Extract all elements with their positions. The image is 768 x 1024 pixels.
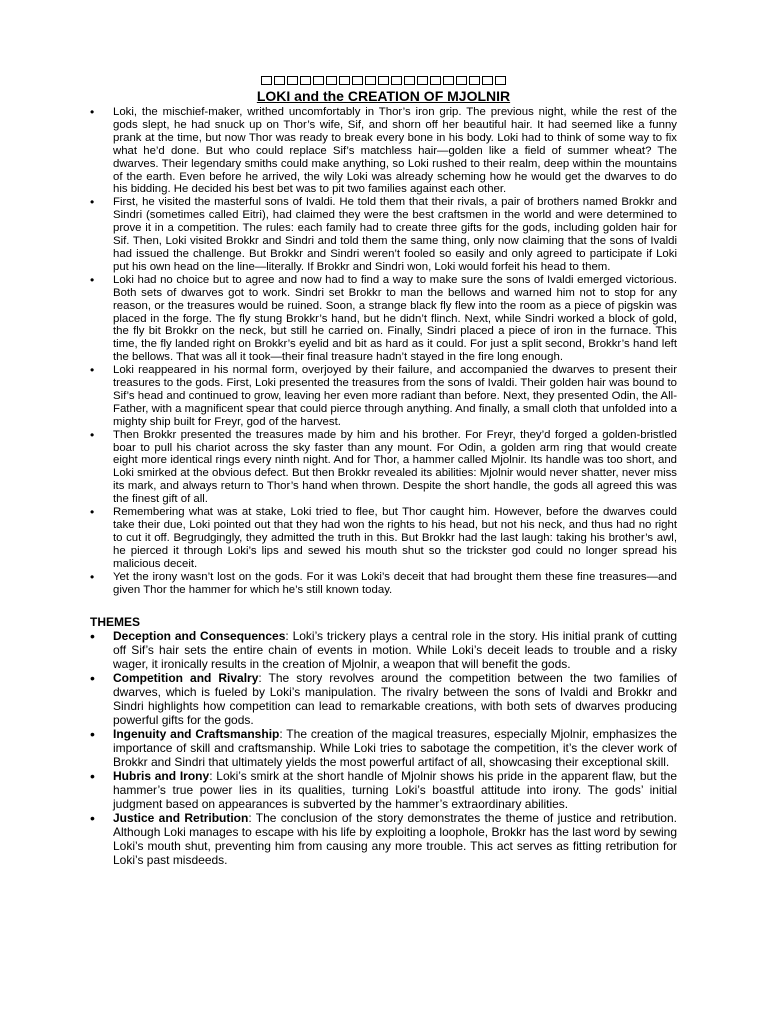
theme-item — [90, 629, 677, 671]
missing-glyph-icon — [365, 76, 376, 85]
missing-glyph-icon — [430, 76, 441, 85]
story-paragraph: • Yet the irony wasn’t lost on the gods. For it was Loki’s deceit that had brought them these fine treasures—and given Thor the hammer for which he’s still known today. — [90, 571, 677, 597]
missing-glyph-heading — [90, 74, 677, 86]
missing-glyph-icon — [404, 76, 415, 85]
story-paragraph: • Then Brokkr presented the treasures made by him and his brother. For Freyr, they’d forged a golden-bristled boar to pull his chariot across the sky faster than any mount. For Odin, a golden arm ring that would create eight more identical rings every ninth night. And for Thor, a hammer called Mjolnir. Its handle was too short, and Loki smirked at the obvious defect. But then Brokkr revealed its abilities: Mjolnir would never shatter, never miss its mark, and always return to Thor’s hand when thrown. Despite the short handle, the gods all agreed this was the finest gift of all. — [90, 429, 677, 506]
theme-name: Ingenuity and Craftsmanship — [113, 727, 280, 742]
story-paragraph: • Loki had no choice but to agree and now had to find a way to make sure the sons of Ivaldi emerged victorious. Both sets of dwarves got to work. Sindri set Brokkr to man the bellows and warned him not to stop for any reason, or the treasures would be ruined. Soon, a strange black fly flew into the room as a piece of pigskin was placed in the forge. The fly stung Brokkr’s hand, but he didn’t flinch. Next, while Sindri worked a block of gold, the fly bit Brokkr on the neck, but still he carried on. Finally, Sindri placed a piece of iron in the furnace. This time, the fly landed right on Brokkr’s eyelid and bit as hard as it could. For just a split second, Brokkr’s hand left the bellows. That was all it took—their final treasure hadn’t stayed in the fire long enough. — [90, 274, 677, 364]
story-paragraph: • Remembering what was at stake, Loki tried to flee, but Thor caught him. However, before the dwarves could take their due, Loki pointed out that they had won the rights to his head, but not his neck, and thus had no right to cut it off. Begrudgingly, they admitted the truth in this. But Brokkr had the last laugh: taking his brother’s awl, he pierced it through Loki’s lips and sewed his mouth shut so the trickster god could no longer spread his malicious deceit. — [90, 506, 677, 571]
missing-glyph-icon — [443, 76, 454, 85]
missing-glyph-icon — [495, 76, 506, 85]
missing-glyph-icon — [417, 76, 428, 85]
document-title: LOKI and the CREATION OF MJOLNIR — [256, 88, 511, 104]
theme-text: : The creation of the magical treasures, especially Mjolnir, emphasizes the importance of skill and craftsmanship. While Loki tries to sabotage the competition, it’s the clever work of Brokkr and Sindri that ultimately yields the most powerful artifact of all, showcasing their exceptional skill. — [113, 727, 677, 770]
missing-glyph-icon — [391, 76, 402, 85]
story-list — [90, 106, 677, 596]
theme-item — [90, 769, 677, 811]
missing-glyph-icon — [456, 76, 467, 85]
theme-item — [90, 727, 677, 769]
theme-item — [90, 671, 677, 727]
missing-glyph-icon — [261, 76, 272, 85]
story-paragraph: • Loki, the mischief-maker, writhed uncomfortably in Thor’s iron grip. The previous night, while the rest of the gods slept, he had snuck up on Thor’s wife, Sif, and shorn off her beautiful hair. It had seemed like a funny prank at the time, but now Thor was ready to break every bone in his body. Loki had to think of some way to fix what he’d done. But who could replace Sif’s matchless hair—golden like a field of summer wheat? The dwarves. Their legendary smiths could make anything, so Loki rushed to their realm, deep within the mountains of the earth. Even before he arrived, the wily Loki was already scheming how he would get the dwarves to do his bidding. He decided his best bet was to pit two families against each other. — [90, 106, 677, 196]
theme-name: Deception and Consequences — [113, 629, 286, 644]
theme-text: : The conclusion of the story demonstrates the theme of justice and retribution. Although Loki manages to escape with his life by exploiting a loophole, Brokkr has the last word by sewing Loki’s mouth shut, preventing him from causing any more trouble. This act serves as fitting retribution for Loki’s past misdeeds. — [113, 811, 677, 868]
theme-text: : The story revolves around the competition between the two families of dwarves, which is fueled by Loki’s manipulation. The rivalry between the sons of Ivaldi and Brokkr and Sindri highlights how competition can lead to remarkable creations, with both sets of dwarves producing powerful gifts for the gods. — [113, 671, 677, 728]
missing-glyph-icon — [378, 76, 389, 85]
missing-glyph-icon — [339, 76, 350, 85]
themes-heading: THEMES — [90, 615, 141, 630]
missing-glyph-icon — [326, 76, 337, 85]
missing-glyph-icon — [287, 76, 298, 85]
theme-item — [90, 811, 677, 867]
missing-glyph-icon — [352, 76, 363, 85]
theme-text: : Loki’s smirk at the short handle of Mjolnir shows his pride in the apparent flaw, but the hammer’s true power lies in its qualities, turning Loki’s boastful attitude into irony. The gods’ initial judgment based on appearances is subverted by the hammer’s extraordinary abilities. — [113, 769, 678, 812]
missing-glyph-icon — [274, 76, 285, 85]
theme-name: Justice and Retribution — [113, 811, 249, 826]
missing-glyph-icon — [300, 76, 311, 85]
story-paragraph: • First, he visited the masterful sons of Ivaldi. He told them that their rivals, a pair of brothers named Brokkr and Sindri (sometimes called Eitri), had claimed they were the best craftsmen in the world and were determined to prove it in a competition. The rules: each family had to create three gifts for the gods, including golden hair for Sif. Then, Loki visited Brokkr and Sindri and told them the same thing, only now claiming that the sons of Ivaldi had issued the challenge. But Brokkr and Sindri weren’t fooled so easily and only agreed to participate if Loki put his own head on the line—literally. If Brokkr and Sindri won, Loki would forfeit his head to them. — [90, 196, 677, 273]
themes-list — [90, 629, 677, 867]
missing-glyph-icon — [469, 76, 480, 85]
theme-text: : Loki’s trickery plays a central role in the story. His initial prank of cutting off Sif’s hair sets the entire chain of events in motion. While Loki’s deceit leads to trouble and a risky wager, it ironically results in the creation of Mjolnir, a weapon that will benefit the gods. — [113, 629, 677, 672]
missing-glyph-icon — [313, 76, 324, 85]
story-paragraph: • Loki reappeared in his normal form, overjoyed by their failure, and accompanied the dwarves to present their treasures to the gods. First, Loki presented the treasures from the sons of Ivaldi. Their golden hair was bound to Sif’s head and continued to grow, leaving her even more radiant than before. Next, they presented Odin, the All-Father, with a magnificent spear that could pierce through anything. And finally, a small cloth that unfolded into a mighty ship built for Freyr, god of the harvest. — [90, 364, 677, 429]
missing-glyph-icon — [482, 76, 493, 85]
theme-name: Competition and Rivalry — [113, 671, 259, 686]
theme-name: Hubris and Irony — [113, 769, 210, 784]
document-page — [90, 74, 677, 867]
